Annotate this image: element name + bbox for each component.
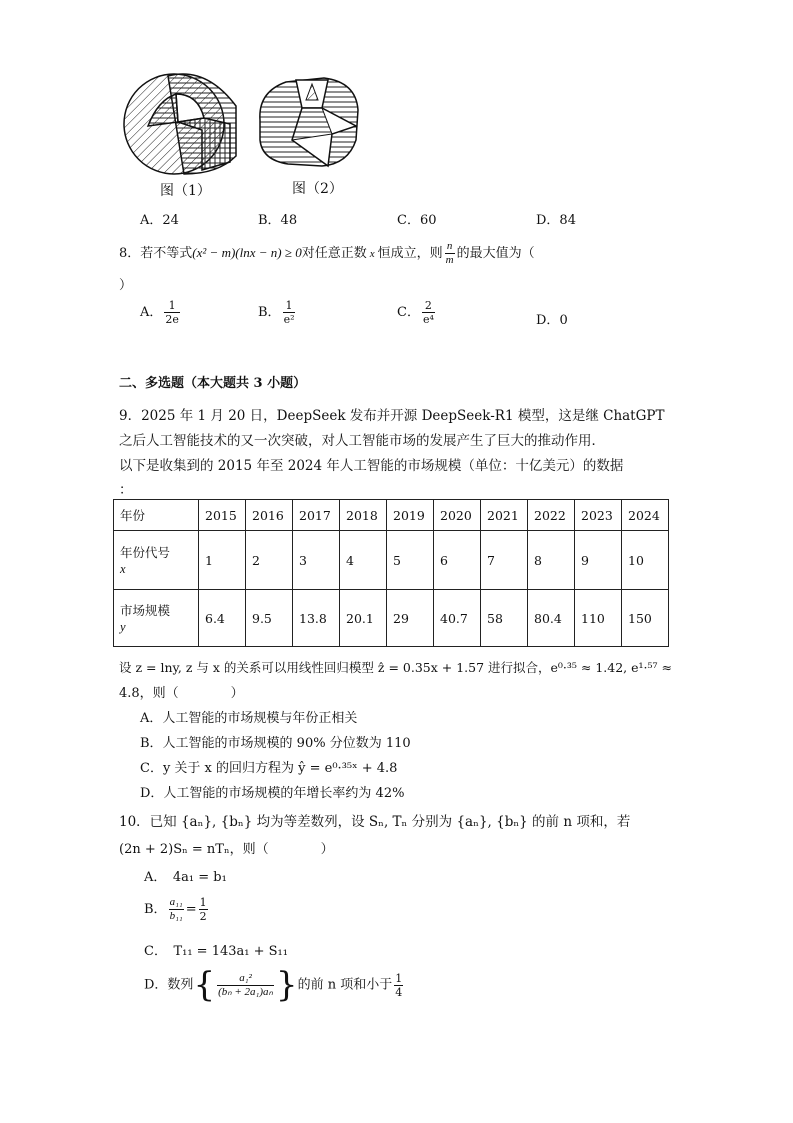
table-cell: 10 xyxy=(622,531,669,590)
q7-option-a: A．24 xyxy=(140,213,179,228)
q9-option-a: A．人工智能的市场规模与年份正相关 xyxy=(140,711,358,726)
q10-option-b-frac xyxy=(169,896,184,923)
table-cell: 80.4 xyxy=(528,590,575,647)
table-cell: 3 xyxy=(293,531,340,590)
q7-option-d: D．84 xyxy=(536,213,576,228)
figure-1-label: 图（1） xyxy=(160,183,211,199)
q7-option-c: C．60 xyxy=(397,213,437,228)
table-header-code-text: 年份代号 xyxy=(120,545,171,560)
table-cell: 8 xyxy=(528,531,575,590)
figure-2-solid xyxy=(252,70,364,170)
table-row-codes xyxy=(114,531,669,590)
table-cell: 150 xyxy=(622,590,669,647)
q8-option-c-label: C． xyxy=(397,305,420,320)
q10-option-b-rnum: 1 xyxy=(199,896,207,909)
q8-mid2: 恒成立，则 xyxy=(377,246,443,261)
q8-option-c-num: 2 xyxy=(422,299,435,313)
table-header-code xyxy=(114,531,199,590)
q8-expr: (x² − m)(lnx − n) ≥ 0 xyxy=(192,245,302,260)
q8-option-d-label: D． xyxy=(536,313,560,328)
q10-option-d-rfrac xyxy=(394,972,403,999)
q9-option-c: C．y 关于 x 的回归方程为 ŷ = e⁰·³⁵ˣ + 4.8 xyxy=(140,761,398,776)
q8-fraction xyxy=(445,240,455,267)
table-cell: 2017 xyxy=(293,500,340,531)
table-cell: 58 xyxy=(481,590,528,647)
table-row-sizes xyxy=(114,590,669,647)
q8-option-b-den: e² xyxy=(283,313,295,326)
q10-line-2: (2n + 2)Sₙ = nTₙ，则（ ） xyxy=(119,842,334,857)
q8-option-b-label: B． xyxy=(258,305,281,320)
q9-condition-line-1: 设 z = lny, z 与 x 的关系可以用线性回归模型 ẑ = 0.35x + 1.57 进行拟合，e⁰·³⁵ ≈ 1.42, e¹·⁵⁷ ≈ xyxy=(119,660,672,675)
table-cell: 9.5 xyxy=(246,590,293,647)
q10-option-d: D．数列{ $\frac{\text{a₁²}}{\text{(bₙ + 2a₁)aₙ}}$ }的前 n 项和小于 $\frac{1}{4}$ xyxy=(144,965,403,1005)
q8-option-a xyxy=(140,299,182,326)
table-cell: 6.4 xyxy=(199,590,246,647)
q10-option-b-eq: = xyxy=(185,902,197,917)
table-header-size-var: y xyxy=(120,620,126,634)
q9-condition-line-2: 4.8，则（ ） xyxy=(119,686,244,701)
table-cell: 2021 xyxy=(481,500,528,531)
q10-option-d-frac xyxy=(217,972,274,999)
q8-option-a-frac xyxy=(164,299,180,326)
q8-close: ） xyxy=(119,278,133,293)
q8-stem xyxy=(119,240,535,267)
q9-option-b: B．人工智能的市场规模的 90% 分位数为 110 xyxy=(140,736,411,751)
table-cell: 7 xyxy=(481,531,528,590)
q9-line-1: 9．2025 年 1 月 20 日，DeepSeek 发布并开源 DeepSeek-R1 模型，这是继 ChatGPT xyxy=(119,408,665,424)
table-cell: 13.8 xyxy=(293,590,340,647)
table-header-size-text: 市场规模 xyxy=(120,603,171,618)
q10-option-d-num: a₁² xyxy=(217,972,274,986)
q8-frac-den: m xyxy=(445,254,454,266)
q8-option-d xyxy=(536,309,568,328)
q8-option-b xyxy=(258,299,297,326)
q8-post: 的最大值为（ xyxy=(456,246,535,261)
table-cell: 9 xyxy=(575,531,622,590)
q8-option-a-label: A． xyxy=(140,305,163,320)
q8-option-a-num: 1 xyxy=(164,299,180,313)
q9-option-d: D．人工智能的市场规模的年增长率约为 42% xyxy=(140,786,405,801)
table-cell: 20.1 xyxy=(340,590,387,647)
q8-var-x: x xyxy=(369,248,375,260)
table-cell: 29 xyxy=(387,590,434,647)
section-2-title: 二、多选题（本大题共 3 小题） xyxy=(119,376,307,391)
table-cell: 6 xyxy=(434,531,481,590)
q8-frac-num: n xyxy=(445,240,455,254)
table-cell: 2022 xyxy=(528,500,575,531)
table-cell: 2024 xyxy=(622,500,669,531)
q10-option-b xyxy=(144,896,210,923)
table-cell: 2016 xyxy=(246,500,293,531)
q8-option-c xyxy=(397,299,437,326)
table-cell: 2018 xyxy=(340,500,387,531)
q8-pre: 若不等式 xyxy=(140,246,193,261)
q10-option-b-label: B． xyxy=(144,902,167,917)
q10-option-b-rden: 2 xyxy=(199,910,207,923)
q10-option-b-den: b₁₁ xyxy=(169,910,183,922)
table-cell: 110 xyxy=(575,590,622,647)
q10-line-1: 10．已知 {aₙ}, {bₙ} 均为等差数列，设 Sₙ, Tₙ 分别为 {aₙ}, {bₙ} 的前 n 项和，若 xyxy=(119,814,631,830)
q8-option-b-frac xyxy=(283,299,296,326)
table-cell: 1 xyxy=(199,531,246,590)
q8-option-a-den: 2e xyxy=(165,313,179,326)
q10-option-a: A． 4a₁ = b₁ xyxy=(144,870,227,885)
q10-option-d-label: D．数列 xyxy=(144,977,194,993)
q9-line-4: ： xyxy=(119,482,133,498)
q9-line-2: 之后人工智能技术的又一次突破，对人工智能市场的发展产生了巨大的推动作用． xyxy=(119,433,605,449)
q10-option-b-rfrac xyxy=(199,896,208,923)
table-header-year: 年份 xyxy=(114,500,199,531)
q8-option-c-frac xyxy=(422,299,435,326)
table-cell: 4 xyxy=(340,531,387,590)
q10-option-d-post: 的前 n 项和小于 xyxy=(297,977,393,993)
table-cell: 2015 xyxy=(199,500,246,531)
market-size-table xyxy=(113,499,669,647)
table-cell: 2019 xyxy=(387,500,434,531)
q10-option-c: C． T₁₁ = 143a₁ + S₁₁ xyxy=(144,944,288,959)
q8-option-d-text: 0 xyxy=(559,313,568,328)
q8-mid: 对任意正数 xyxy=(301,246,367,261)
q9-line-3: 以下是收集到的 2015 年至 2024 年人工智能的市场规模（单位：十亿美元）的数据 xyxy=(119,458,624,474)
table-header-code-var: x xyxy=(120,562,126,576)
table-cell: 2023 xyxy=(575,500,622,531)
figure-1-solid xyxy=(118,66,248,178)
table-header-size xyxy=(114,590,199,647)
table-cell: 40.7 xyxy=(434,590,481,647)
figure-2-label: 图（2） xyxy=(292,181,343,197)
q10-option-d-den: (bₙ + 2a₁)aₙ xyxy=(218,985,273,998)
table-cell: 5 xyxy=(387,531,434,590)
q10-option-b-num: a₁₁ xyxy=(169,896,183,908)
q10-option-d-rden: 4 xyxy=(395,985,403,999)
table-cell: 2020 xyxy=(434,500,481,531)
q8-option-c-den: e⁴ xyxy=(422,313,434,326)
table-row-years xyxy=(114,500,669,531)
q8-option-b-num: 1 xyxy=(283,299,296,313)
q10-option-d-rnum: 1 xyxy=(395,971,403,985)
table-cell: 2 xyxy=(246,531,293,590)
q8-number: 8． xyxy=(119,246,141,261)
q7-option-b: B．48 xyxy=(258,213,298,228)
